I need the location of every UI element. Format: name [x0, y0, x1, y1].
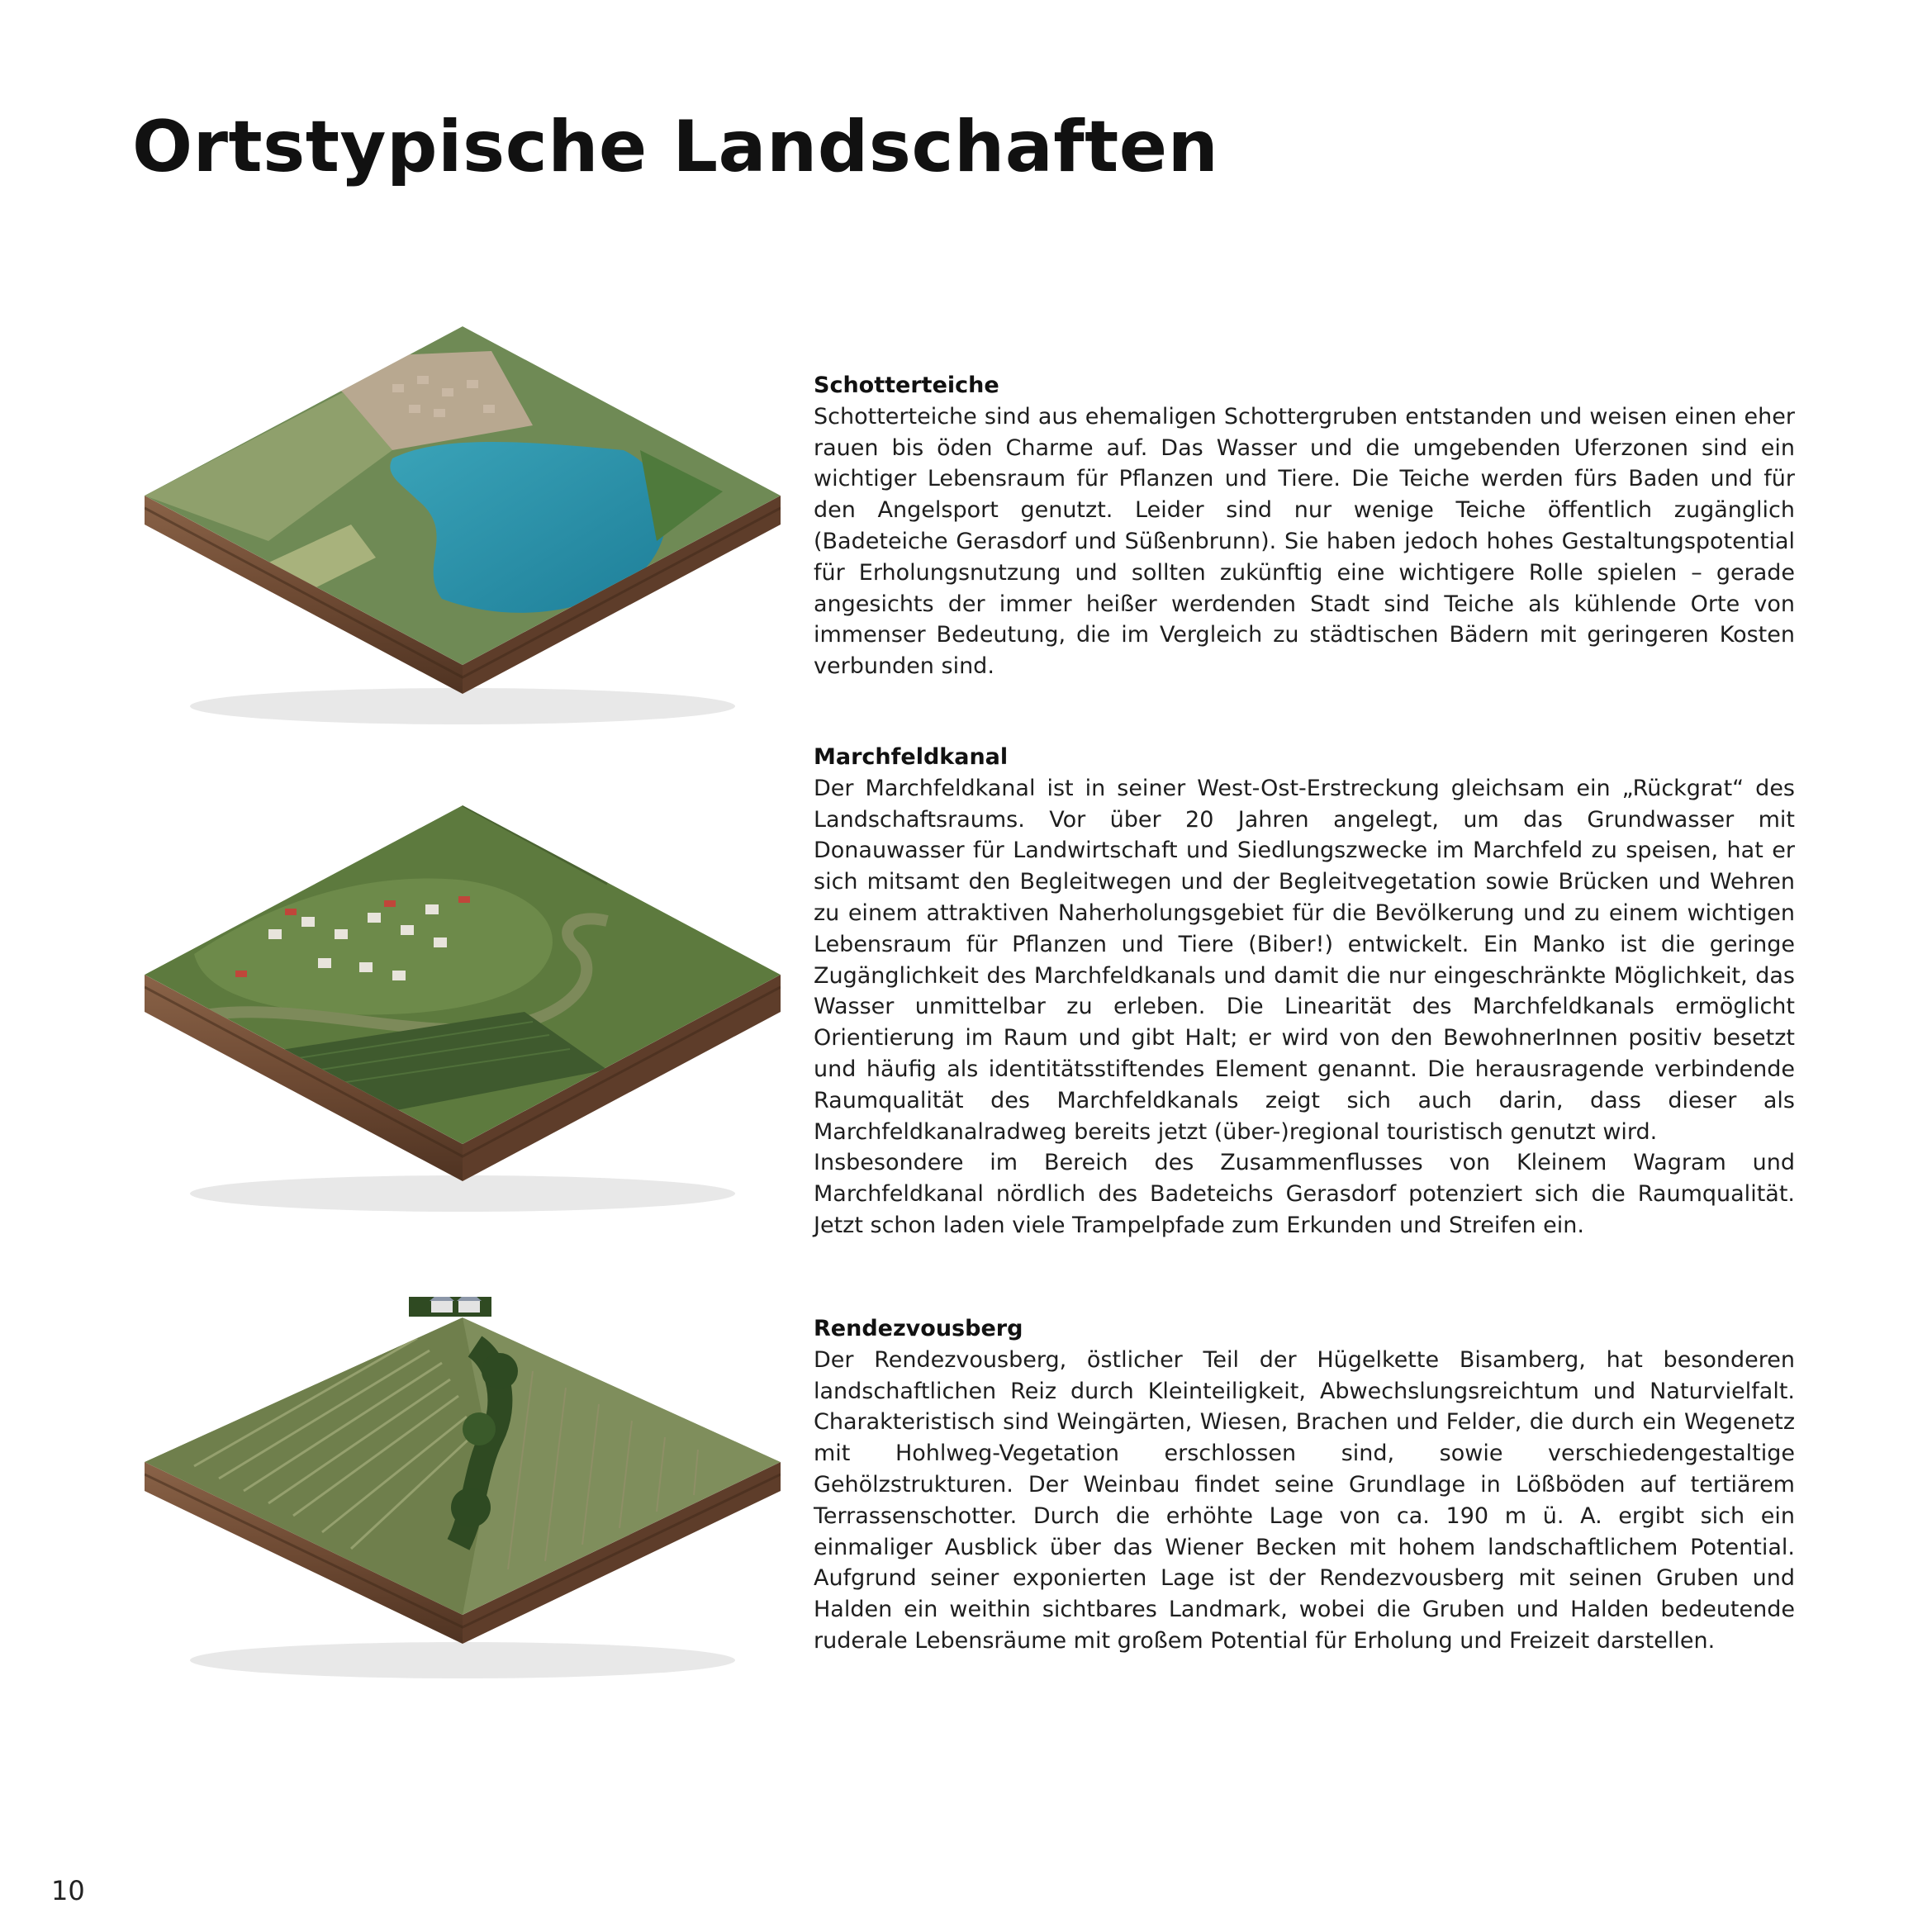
- page-number: 10: [51, 1875, 85, 1906]
- aerial-lake-terrain-block-icon: [145, 326, 781, 739]
- hilltop-houses: [409, 1297, 491, 1317]
- rendezvousberg-image: [145, 1297, 781, 1710]
- schotterteiche-image: [145, 326, 781, 739]
- section-paragraph: Schotterteiche sind aus ehemaligen Schottergruben entstanden und weisen einen eher rauen bis öden Charme auf. Das Wasser und die umgebenden Uferzonen sind ein wichtiger Lebensraum für Pflanzen und Tiere. Die Teiche werden fürs Baden und für den Angelsport genutzt. Leider sind nur wenige Teiche öffentlich zugänglich (Badeteiche Gerasdorf und Süßenbrunn). Sie haben jedoch hohes Gestaltungspotential für Erholungsnutzung und sollten zukünftig eine wichtigere Rolle spielen – gerade angesichts der immer heißer werdenden Stadt sind Teiche als kühlende Orte von immenser Bedeutung, die im Vergleich zu städtischen Bädern mit geringeren Kosten verbunden sind.: [814, 403, 1795, 680]
- aerial-vineyard-hill-terrain-block-icon: [145, 1297, 781, 1710]
- aerial-canal-village-terrain-block-icon: [145, 805, 781, 1218]
- section-heading: Rendezvousberg: [814, 1316, 1023, 1341]
- section-paragraph: Der Marchfeldkanal ist in seiner West-Ost-Erstreckung gleichsam ein „Rückgrat“ des Landschaftsraums. Vor über 20 Jahren angelegt, um das Grundwasser mit Donauwasser für Landwirtschaft und Siedlungszwecke im Marchfeld zu speisen, hat er sich mitsamt den Begleitwegen und der Begleitvegetation sowie Brücken und Wehren zu einem attraktiven Naherholungsgebiet für die Bevölkerung und zu einem wichtigen Lebensraum für Pflanzen und Tiere (Biber!) entwickelt. Ein Manko ist die geringe Zugänglichkeit des Marchfeldkanals und damit die nur eingeschränkte Möglichkeit, das Wasser unmittelbar zu erleben. Die Linearität des Marchfeldkanals ermöglicht Orientierung im Raum und gibt Halt; er wird von den BewohnerInnen positiv besetzt und häufig als identitätsstiftendes Element genannt. Die herausragende verbindende Raumqualität des Marchfeldkanals zeigt sich auch darin, dass dieser als Marchfeldkanalradweg bereits jetzt (über-)regional touristisch genutzt wird.: [814, 775, 1795, 1145]
- section-schotterteiche: [814, 370, 1795, 682]
- section-heading: Schotterteiche: [814, 373, 999, 398]
- section-rendezvousberg: [814, 1313, 1795, 1657]
- section-heading: Marchfeldkanal: [814, 744, 1009, 770]
- section-paragraph: Der Rendezvousberg, östlicher Teil der Hügelkette Bisamberg, hat besonderen landschaftlichen Reiz durch Kleinteiligkeit, Abwechslungsreichtum und Naturvielfalt. Charakteristisch sind Weingärten, Wiesen, Brachen und Felder, die durch ein Wegenetz mit Hohlweg-Vegetation erschlossen sind, sowie verschiedengestaltige Gehölzstrukturen. Der Weinbau findet seine Grundlage in Lößböden auf tertiärem Terrassenschotter. Durch die erhöhte Lage von ca. 190 m ü. A. ergibt sich ein einmaliger Ausblick über das Wiener Becken mit hohem landschaftlichem Potential. Aufgrund seiner exponierten Lage ist der Rendezvousberg mit seinen Gruben und Halden ein weithin sichtbares Landmark, wobei die Gruben und Halden bedeutende ruderale Lebensräume mit großem Potential für Erholung und Freizeit darstellen.: [814, 1346, 1795, 1654]
- page-title: Ortstypische Landschaften: [132, 106, 1219, 188]
- section-marchfeldkanal: [814, 742, 1795, 1241]
- section-paragraph: Insbesondere im Bereich des Zusammenflusses von Kleinem Wagram und Marchfeldkanal nördlich des Badeteichs Gerasdorf potenziert sich die Raumqualität. Jetzt schon laden viele Trampelpfade zum Erkunden und Streifen ein.: [814, 1150, 1795, 1238]
- marchfeldkanal-image: [145, 805, 781, 1218]
